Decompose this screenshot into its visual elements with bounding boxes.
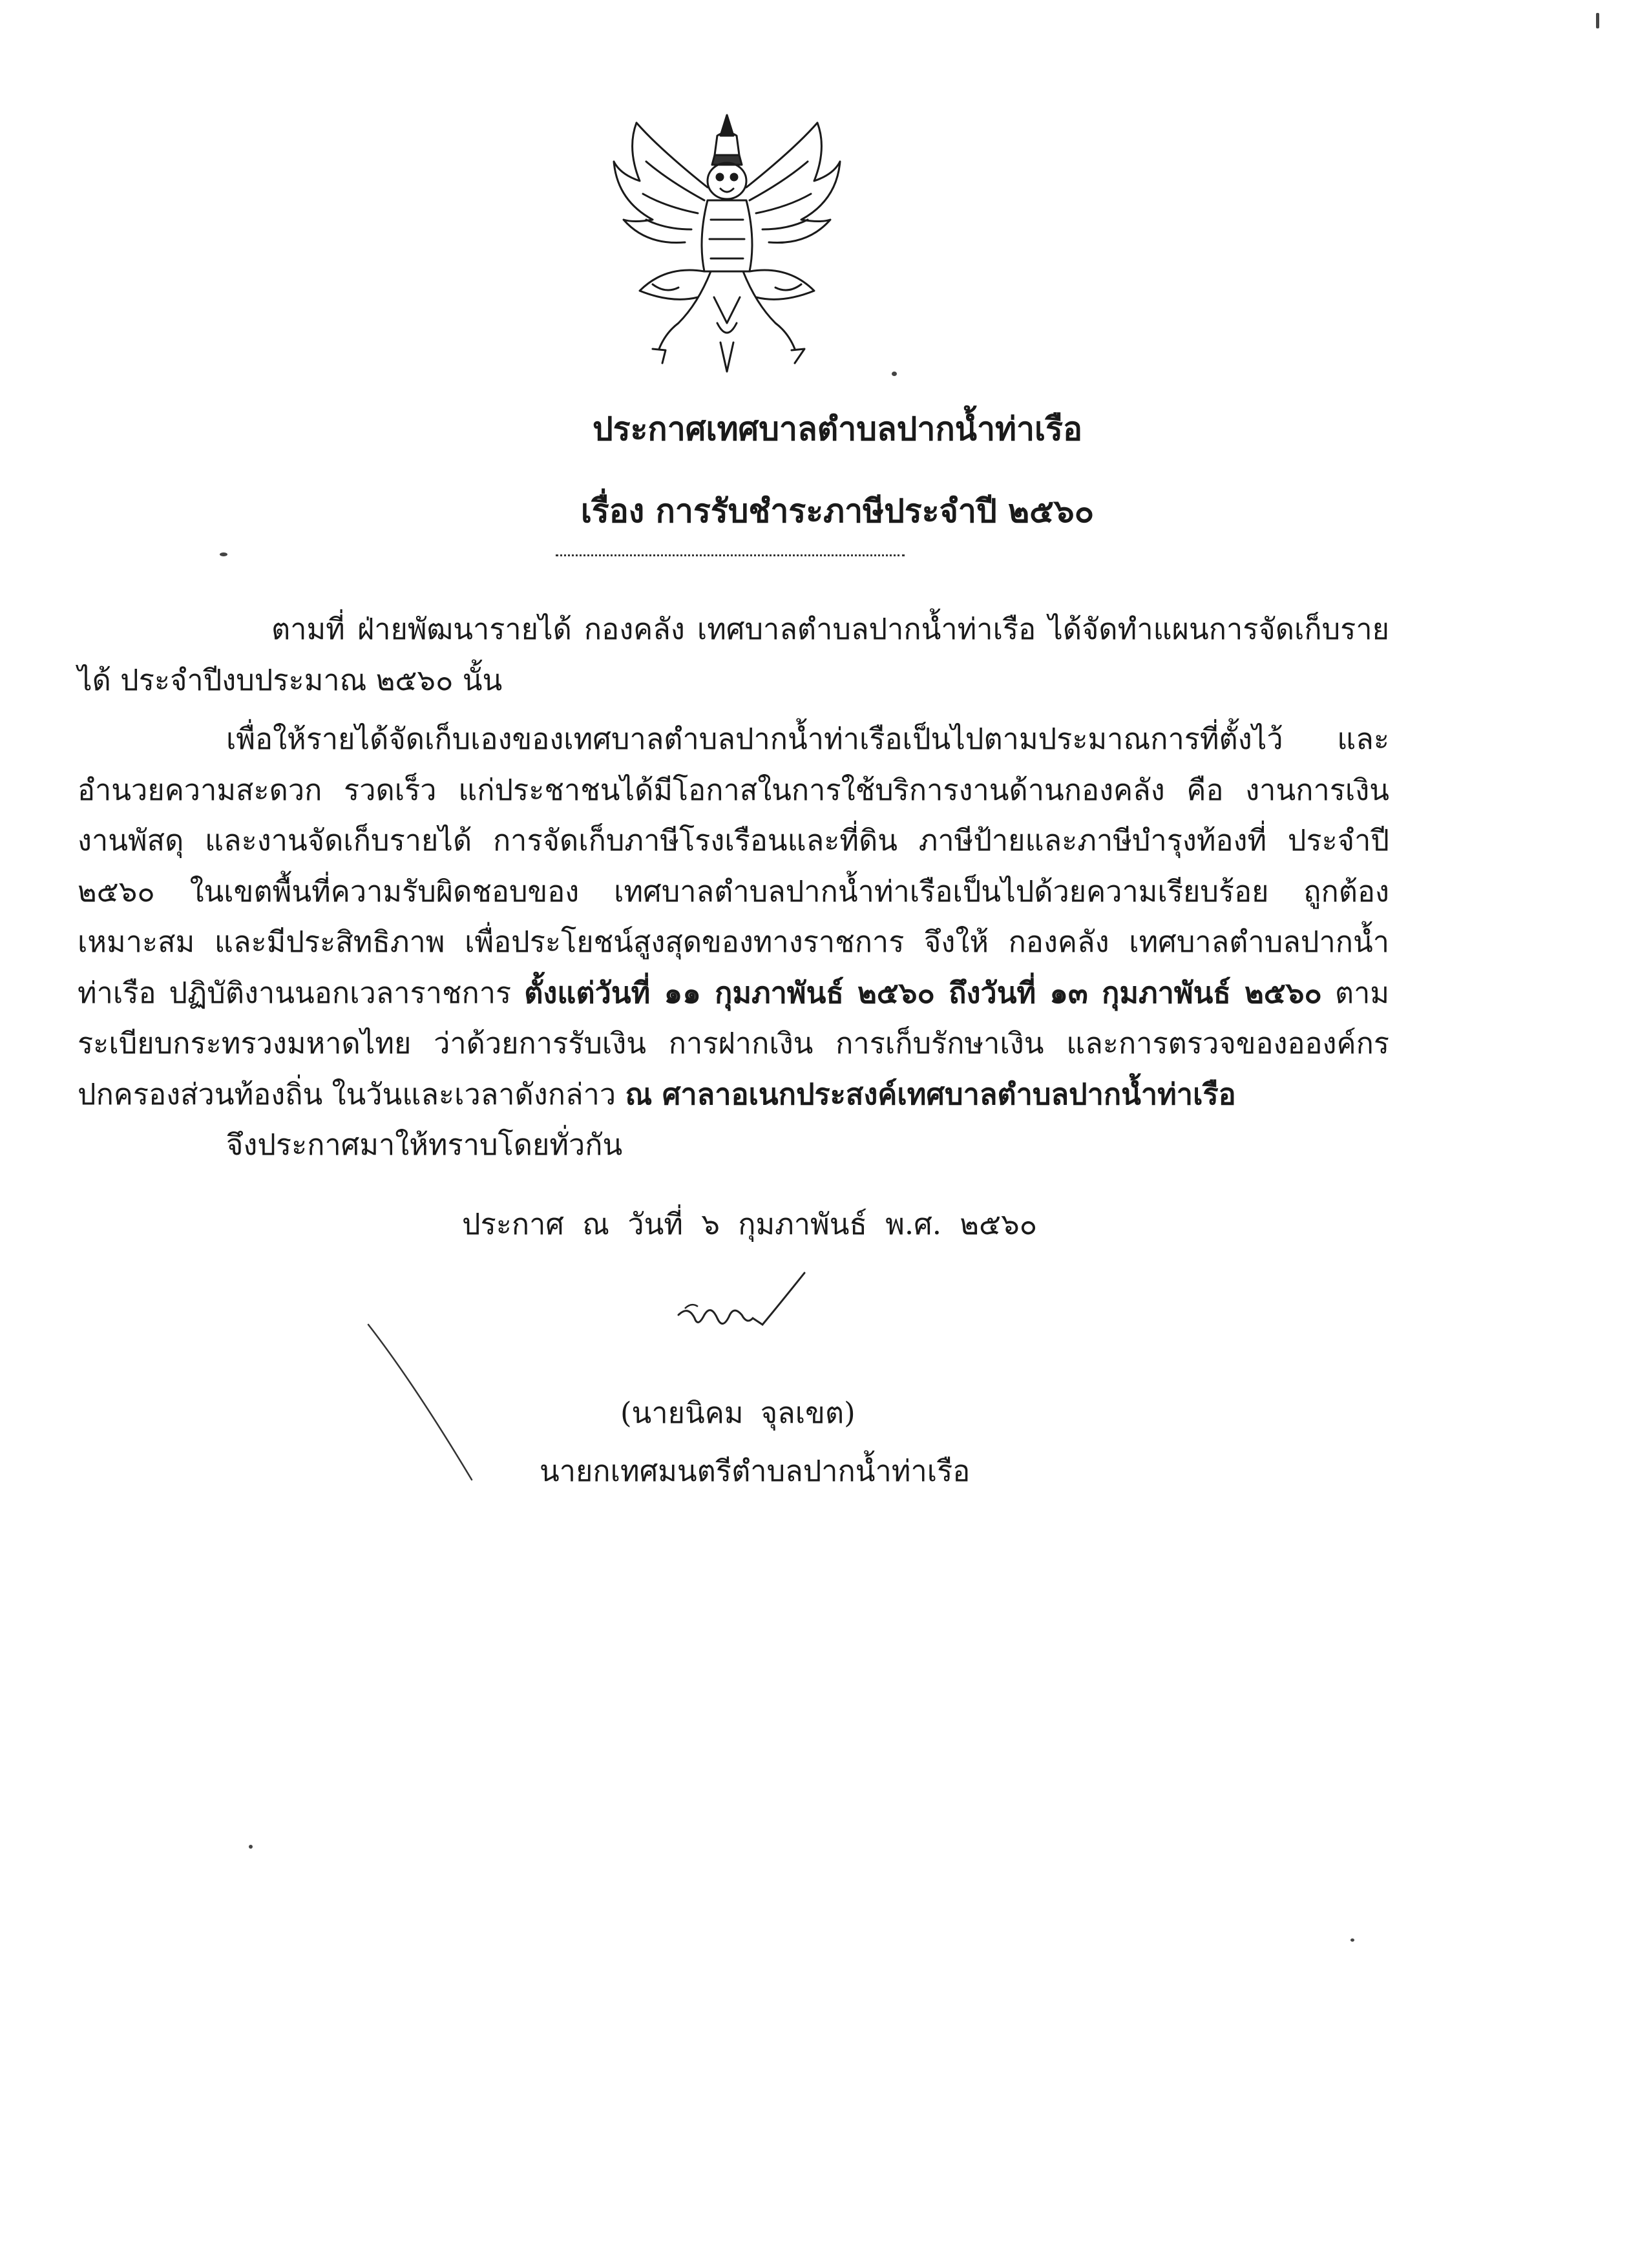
scan-speck <box>892 372 897 376</box>
scan-speck <box>1350 1938 1354 1942</box>
separator-dotted-line <box>556 554 905 556</box>
document-title: ประกาศเทศบาลตำบลปากน้ำท่าเรือ <box>592 410 1083 448</box>
paragraph-2-text-part-1: เพื่อให้รายได้จัดเก็บเองของเทศบาลตำบลปากน้ำท่าเรือเป็นไปตามประมาณการที่ตั้งไว้ และอำนวยความสะดวก รวดเร็ว แก่ประชาชนได้มีโอกาสในการใช้บริการงานด้านกองคลัง คือ งานการเงิน งานพัสดุ และงานจัดเก็บรายได้ การจัดเก็บภาษีโรงเรือนและที่ดิน ภาษีป้ายและภาษีบำรุงท้องที่ ประจำปี ๒๕๖๐ ในเขตพื้นที่ความรับผิดชอบของ เทศบาลตำบลปากน้ำท่าเรือเป็นไปด้วยความเรียบร้อย ถูกต้อง เหมาะสม และมีประสิทธิภาพ เพื่อประโยชน์สูงสุดของทางราชการ จึงให้ กองคลัง เทศบาลตำบลปากน้ำท่าเรือ ปฏิบัติงานนอกเวลาราชการ <box>78 722 1389 1010</box>
paragraph-2 <box>78 714 1389 1120</box>
stray-pen-mark <box>362 1318 491 1486</box>
scan-speck <box>249 1845 253 1849</box>
signature <box>666 1254 808 1350</box>
signer-name: (นายนิคม จุลเขต) <box>620 1396 856 1430</box>
scan-speck <box>1596 13 1599 28</box>
paragraph-1 <box>78 604 1389 706</box>
closing-statement: จึงประกาศมาให้ทราบโดยทั่วกัน <box>226 1128 623 1162</box>
paragraph-2-period: ตั้งแต่วันที่ ๑๑ กุมภาพันธ์ ๒๕๖๐ ถึงวันที่ ๑๓ กุมภาพันธ์ ๒๕๖๐ <box>524 975 1322 1010</box>
paragraph-2-text-part-2: ตามระเบียบกระทรวงมหาดไทย ว่าด้วยการรับเงิน การฝากเงิน การเก็บรักษาเงิน และการตรวจของอองค์กรปกครองส่วนท้องถิ่น ในวันและเวลาดังกล่าว <box>78 975 1390 1111</box>
garuda-emblem <box>601 110 853 381</box>
scan-speck <box>220 552 227 556</box>
announcement-date: ประกาศ ณ วันที่ ๖ กุมภาพันธ์ พ.ศ. ๒๕๖๐ <box>462 1207 1038 1241</box>
signer-position: นายกเทศมนตรีตำบลปากน้ำท่าเรือ <box>540 1454 971 1488</box>
document-subject: เรื่อง การรับชำระภาษีประจำปี ๒๕๖๐ <box>580 492 1095 530</box>
paragraph-1-text: ตามที่ ฝ่ายพัฒนารายได้ กองคลัง เทศบาลตำบลปากน้ำท่าเรือ ได้จัดทำแผนการจัดเก็บรายได้ ประจำปีงบประมาณ ๒๕๖๐ นั้น <box>78 612 1389 697</box>
paragraph-2-location: ณ ศาลาอเนกประสงค์เทศบาลตำบลปากน้ำท่าเรือ <box>625 1076 1236 1111</box>
